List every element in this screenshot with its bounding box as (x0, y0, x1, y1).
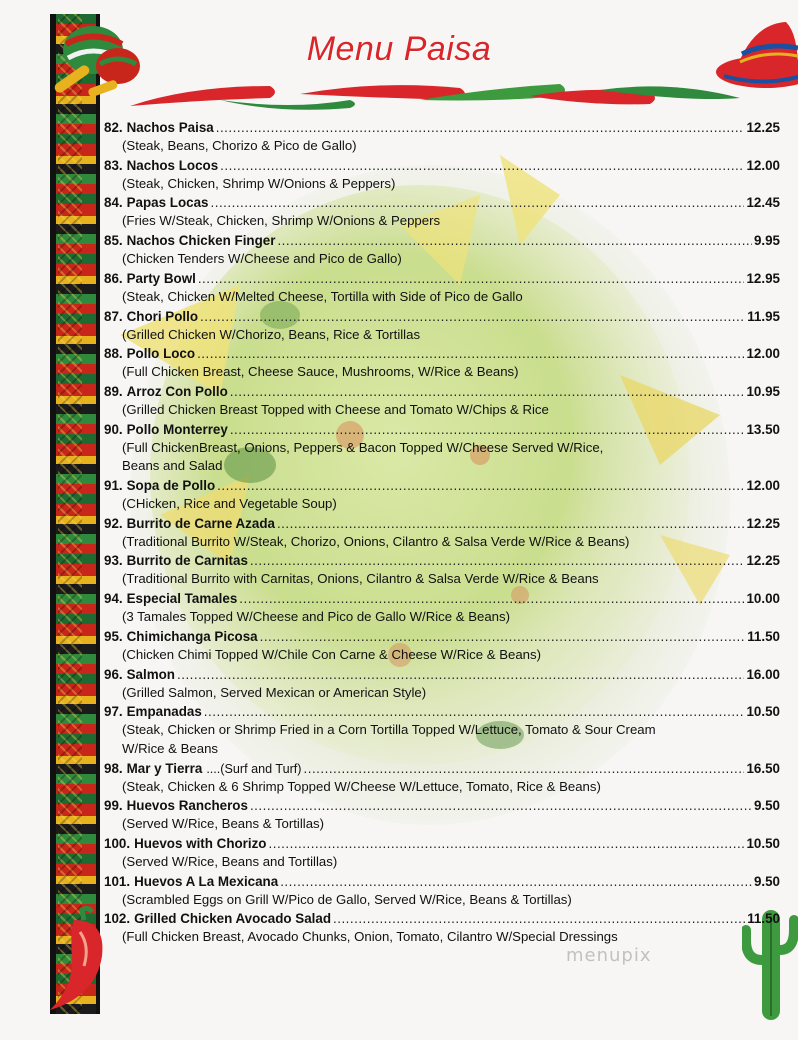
menu-item-price: 11.50 (747, 628, 780, 644)
menu-item (104, 307, 780, 345)
menu-item-price: 12.25 (746, 120, 780, 135)
menu-item-description: (Chicken Tenders W/Cheese and Pico de Gallo) (122, 251, 402, 267)
menu-item-description: (Grilled Salmon, Served Mexican or American Style) (122, 684, 427, 700)
menu-item (104, 476, 780, 514)
menu-item-header (104, 231, 780, 250)
menu-item-name: Pollo Monterrey (126, 421, 228, 437)
menu-item-price: 9.50 (753, 873, 780, 889)
menu-item-name: Huevos A La Mexicana (134, 873, 279, 889)
menu-item-name: Chori Pollo (126, 308, 199, 324)
menu-item-name: Especial Tamales (126, 591, 238, 607)
menu-item-number: 88. (104, 346, 123, 362)
menu-item-name: Huevos Rancheros (126, 798, 248, 814)
dot-leader (280, 872, 752, 891)
menu-item-number: 92. (104, 515, 123, 531)
menu-item (104, 382, 780, 420)
decorative-border-pattern (58, 14, 82, 1014)
menu-item-number: 94. (104, 591, 123, 607)
menu-item-number: 91. (104, 478, 123, 494)
menu-item (104, 551, 780, 589)
menu-item-price: 11.95 (747, 308, 780, 324)
menu-item-number: 89. (104, 383, 123, 399)
menu-title-text: Menu Paisa (306, 30, 492, 68)
menu-item-number: 101. (104, 873, 131, 889)
menu-item-header (104, 872, 780, 891)
menu-item-description-continued: Beans and Salad (122, 458, 223, 474)
menu-item (104, 193, 780, 231)
menu-item-header (104, 627, 780, 646)
dot-leader (230, 420, 745, 439)
menu-item (104, 231, 780, 269)
dot-leader (277, 231, 751, 250)
menu-item (104, 627, 780, 665)
menu-item-name: Party Bowl (126, 270, 196, 286)
menu-item-description: (Scrambled Eggs on Grill W/Pico de Gallo, Served W/Rice, Beans & Tortillas) (122, 891, 572, 907)
dot-leader (277, 514, 745, 533)
watermark: menupix (566, 945, 652, 966)
menu-item-price: 11.50 (747, 911, 780, 927)
menu-item-number: 83. (104, 157, 123, 173)
menu-item-number: 95. (104, 628, 123, 644)
dot-leader (204, 702, 745, 721)
menu-item-header (104, 307, 780, 326)
menu-item-price: 16.00 (746, 666, 780, 682)
menu-item-price: 10.00 (746, 591, 780, 607)
menu-item-name: Empanadas (126, 704, 202, 720)
menu-item (104, 796, 780, 834)
menu-item-name: Burrito de Carne Azada (126, 515, 275, 531)
menu-item-description: (Fries W/Steak, Chicken, Shrimp W/Onions & Peppers (122, 213, 441, 229)
dot-leader (230, 382, 745, 401)
dot-leader (220, 156, 744, 175)
menu-item-price: 9.95 (753, 233, 780, 249)
menu-item (104, 589, 780, 627)
menu-item-number: 98. (104, 760, 123, 776)
menu-item-price: 12.00 (746, 346, 780, 362)
menu-item-description: (Traditional Burrito with Carnitas, Onions, Cilantro & Salsa Verde W/Rice & Beans (122, 571, 599, 587)
menu-item-number: 100. (104, 836, 131, 852)
menu-item (104, 420, 780, 476)
dot-leader (200, 307, 745, 326)
menu-item-number: 82. (104, 120, 123, 135)
dot-leader (197, 344, 744, 363)
dot-leader (198, 269, 745, 288)
dot-leader (250, 796, 752, 815)
menu-item-price: 10.50 (746, 836, 780, 852)
menu-item-number: 93. (104, 553, 123, 569)
menu-item-header (104, 382, 780, 401)
menu-item-description: (Steak, Chicken W/Melted Cheese, Tortilla with Side of Pico de Gallo (122, 288, 523, 304)
menu-item-header (104, 476, 780, 495)
menu-item-description: (Grilled Chicken Breast Topped with Cheese and Tomato W/Chips & Rice (122, 401, 549, 417)
menu-item-number: 96. (104, 666, 123, 682)
menu-item (104, 702, 780, 758)
menu-item (104, 872, 780, 910)
menu-item-price: 12.95 (746, 270, 780, 286)
menu-item-number: 102. (104, 911, 131, 927)
menu-item-price: 9.50 (753, 798, 780, 814)
menu-item-description: (Full Chicken Breast, Cheese Sauce, Mushrooms, W/Rice & Beans) (122, 364, 519, 380)
menu-item-header (104, 551, 780, 570)
menu-item-number: 84. (104, 195, 123, 211)
dot-leader (239, 589, 744, 608)
menu-item-header (104, 118, 780, 137)
menu-item (104, 269, 780, 307)
dot-leader (269, 834, 745, 853)
menu-item-header (104, 702, 780, 721)
menu-item-description: (Served W/Rice, Beans & Tortillas) (122, 816, 325, 832)
menu-item-number: 86. (104, 270, 123, 286)
menu-item-name: Salmon (126, 666, 175, 682)
menu-item-name: Arroz Con Pollo (126, 383, 228, 399)
menu-item-name: Nachos Locos (126, 157, 219, 173)
menu-item-name: Huevos with Chorizo (134, 836, 267, 852)
menu-item-name: Sopa de Pollo (126, 478, 216, 494)
dot-leader (177, 665, 744, 684)
menu-item-description: (Full ChickenBreast, Onions, Peppers & Bacon Topped W/Cheese Served W/Rice, (122, 439, 604, 455)
menu-item-number: 85. (104, 233, 123, 249)
menu-item-price: 10.50 (746, 704, 780, 720)
menu-item-name: Nachos Paisa (126, 120, 214, 135)
menu-item (104, 665, 780, 703)
menu-item-header (104, 589, 780, 608)
menu-item-description: (Chicken Chimi Topped W/Chile Con Carne & Cheese W/Rice & Beans) (122, 646, 541, 662)
menu-item-name: Mar y Tierra (126, 760, 203, 776)
menu-item-price: 12.25 (746, 553, 780, 569)
chili-peppers-decoration (130, 80, 740, 116)
menu-item-description: (Steak, Beans, Chorizo & Pico de Gallo) (122, 138, 357, 153)
menu-item-description: (Traditional Burrito W/Steak, Chorizo, Onions, Cilantro & Salsa Verde W/Rice & Beans) (122, 533, 630, 549)
menu-item-number: 90. (104, 421, 123, 437)
menu-item-header (104, 909, 780, 928)
menu-item-name: Pollo Loco (126, 346, 196, 362)
menu-item-price: 12.00 (746, 478, 780, 494)
dot-leader (250, 551, 745, 570)
menu-item (104, 514, 780, 552)
menu-item (104, 118, 780, 156)
menu-item-header (104, 514, 780, 533)
dot-leader (304, 759, 745, 778)
menu-item-price: 16.50 (746, 760, 780, 776)
menu-item-description: (Served W/Rice, Beans and Tortillas) (122, 854, 338, 870)
menu-item-description: (Grilled Chicken W/Chorizo, Beans, Rice & Tortillas (122, 326, 421, 342)
menu-item (104, 834, 780, 872)
menu-item-price: 13.50 (746, 421, 780, 437)
chili-pepper-icon (44, 906, 112, 1016)
menu-item-number: 97. (104, 704, 123, 720)
menu-item-header (104, 269, 780, 288)
menu-item (104, 759, 780, 797)
menu-item-header (104, 759, 780, 778)
menu-item-description: (Steak, Chicken or Shrimp Fried in a Corn Tortilla Topped W/Lettuce, Tomato & Sour Cream (122, 722, 656, 738)
menu-item-description: (CHicken, Rice and Vegetable Soup) (122, 496, 337, 512)
menu-item-price: 12.00 (746, 157, 780, 173)
menu-item-subtitle: ....(Surf and Turf) (206, 761, 302, 776)
dot-leader (333, 909, 745, 928)
menu-item-name: Papas Locas (126, 195, 209, 211)
menu-item-header (104, 665, 780, 684)
menu-item-header (104, 156, 780, 175)
dot-leader (211, 193, 745, 212)
menu-item-name: Chimichanga Picosa (126, 628, 258, 644)
menu-title (0, 30, 798, 69)
menu-item-price: 12.25 (746, 515, 780, 531)
dot-leader (260, 627, 746, 646)
menu-item-name: Grilled Chicken Avocado Salad (134, 911, 332, 927)
menu-item-description: (Steak, Chicken & 6 Shrimp Topped W/Cheese W/Lettuce, Tomato, Rice & Beans) (122, 778, 601, 794)
menu-item (104, 344, 780, 382)
menu-item (104, 909, 780, 947)
menu-item-header (104, 420, 780, 439)
menu-item (104, 156, 780, 194)
menu-item-price: 10.95 (746, 383, 780, 399)
menu-item-name: Burrito de Carnitas (126, 553, 248, 569)
menu-item-header (104, 344, 780, 363)
dot-leader (216, 118, 745, 137)
menu-item-header (104, 193, 780, 212)
menu-item-number: 87. (104, 308, 123, 324)
menu-item-description: (3 Tamales Topped W/Cheese and Pico de Gallo W/Rice & Beans) (122, 609, 511, 625)
menu-item-number: 99. (104, 798, 123, 814)
menu-item-description-continued: W/Rice & Beans (122, 740, 219, 756)
menu-item-name: Nachos Chicken Finger (126, 233, 276, 249)
menu-list (104, 118, 780, 947)
menu-item-header (104, 796, 780, 815)
menu-item-description: (Steak, Chicken, Shrimp W/Onions & Peppers) (122, 175, 396, 191)
menu-item-description: (Full Chicken Breast, Avocado Chunks, Onion, Tomato, Cilantro W/Special Dressings (122, 929, 618, 945)
menu-item-header (104, 834, 780, 853)
menu-item-price: 12.45 (746, 195, 780, 211)
dot-leader (217, 476, 744, 495)
